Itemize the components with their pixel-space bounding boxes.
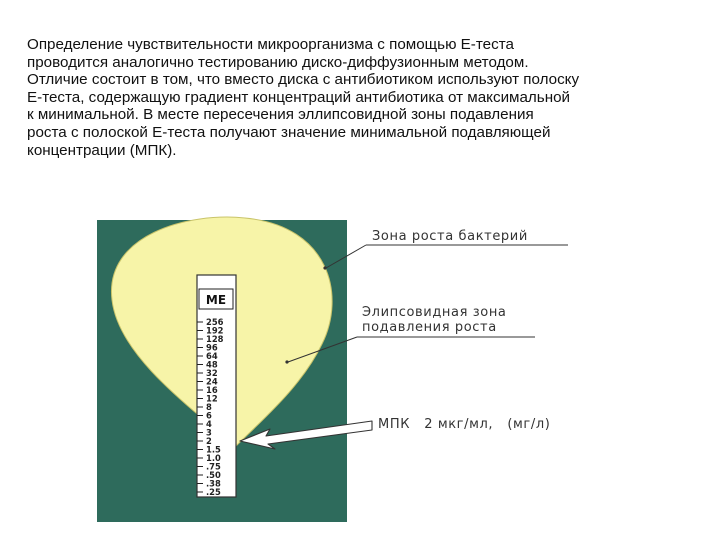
scale-value: 1.0 [206, 453, 221, 463]
scale-value: .50 [206, 470, 221, 480]
scale-value: 128 [206, 334, 224, 344]
scale-value: .38 [206, 478, 221, 489]
inhibition-zone-dot [285, 360, 288, 363]
inhibition-zone-label-line2: подавления роста [362, 320, 497, 335]
scale-value: 32 [206, 368, 218, 378]
paragraph-line: Определение чувствительности микроорганизма с помощью Е-теста [27, 36, 514, 53]
scale-value: 1.5 [206, 444, 221, 455]
paragraph-line: Е-теста, содержащую градиент концентраций антибиотика от максимальной [27, 88, 571, 106]
paragraph-line: к минимальной. В месте пересечения эллипсовидной зоны подавления [27, 106, 534, 124]
scale-value: 64 [206, 351, 218, 361]
mic-label: МПК 2 мкг/мл, (мг/л) [378, 417, 551, 432]
scale-value: 192 [206, 325, 224, 336]
paragraph-line: роста с полоской Е-теста получают значение минимальной подавляющей [27, 123, 551, 141]
inhibition-zone-label-line1: Элипсовидная зона [362, 305, 507, 320]
scale-value: 3 [206, 427, 212, 438]
scale-value: 96 [206, 342, 218, 353]
scale-value: 16 [206, 385, 218, 395]
scale-value: 48 [206, 359, 218, 370]
scale-value: 2 [206, 436, 212, 446]
growth-zone-label: Зона роста бактерий [372, 229, 528, 244]
scale-value: 256 [206, 317, 224, 327]
paragraph-line: проводится аналогично тестированию диско-диффузионным методом. [27, 53, 529, 71]
scale-value: .25 [206, 487, 221, 497]
scale-value: .75 [206, 461, 221, 472]
scale-value: 12 [206, 393, 218, 404]
scale-value: 24 [206, 376, 218, 387]
growth-zone-dot [323, 266, 326, 269]
scale-value: 8 [206, 402, 212, 412]
paragraph-line: Отличие состоит в том, что вместо диска с антибиотиком используют полоску [27, 71, 580, 89]
scale-value: 4 [206, 419, 212, 429]
paragraph-line: концентрации (МПК). [27, 141, 177, 159]
strip-header: ME [205, 293, 227, 307]
scale-value: 6 [206, 410, 212, 421]
